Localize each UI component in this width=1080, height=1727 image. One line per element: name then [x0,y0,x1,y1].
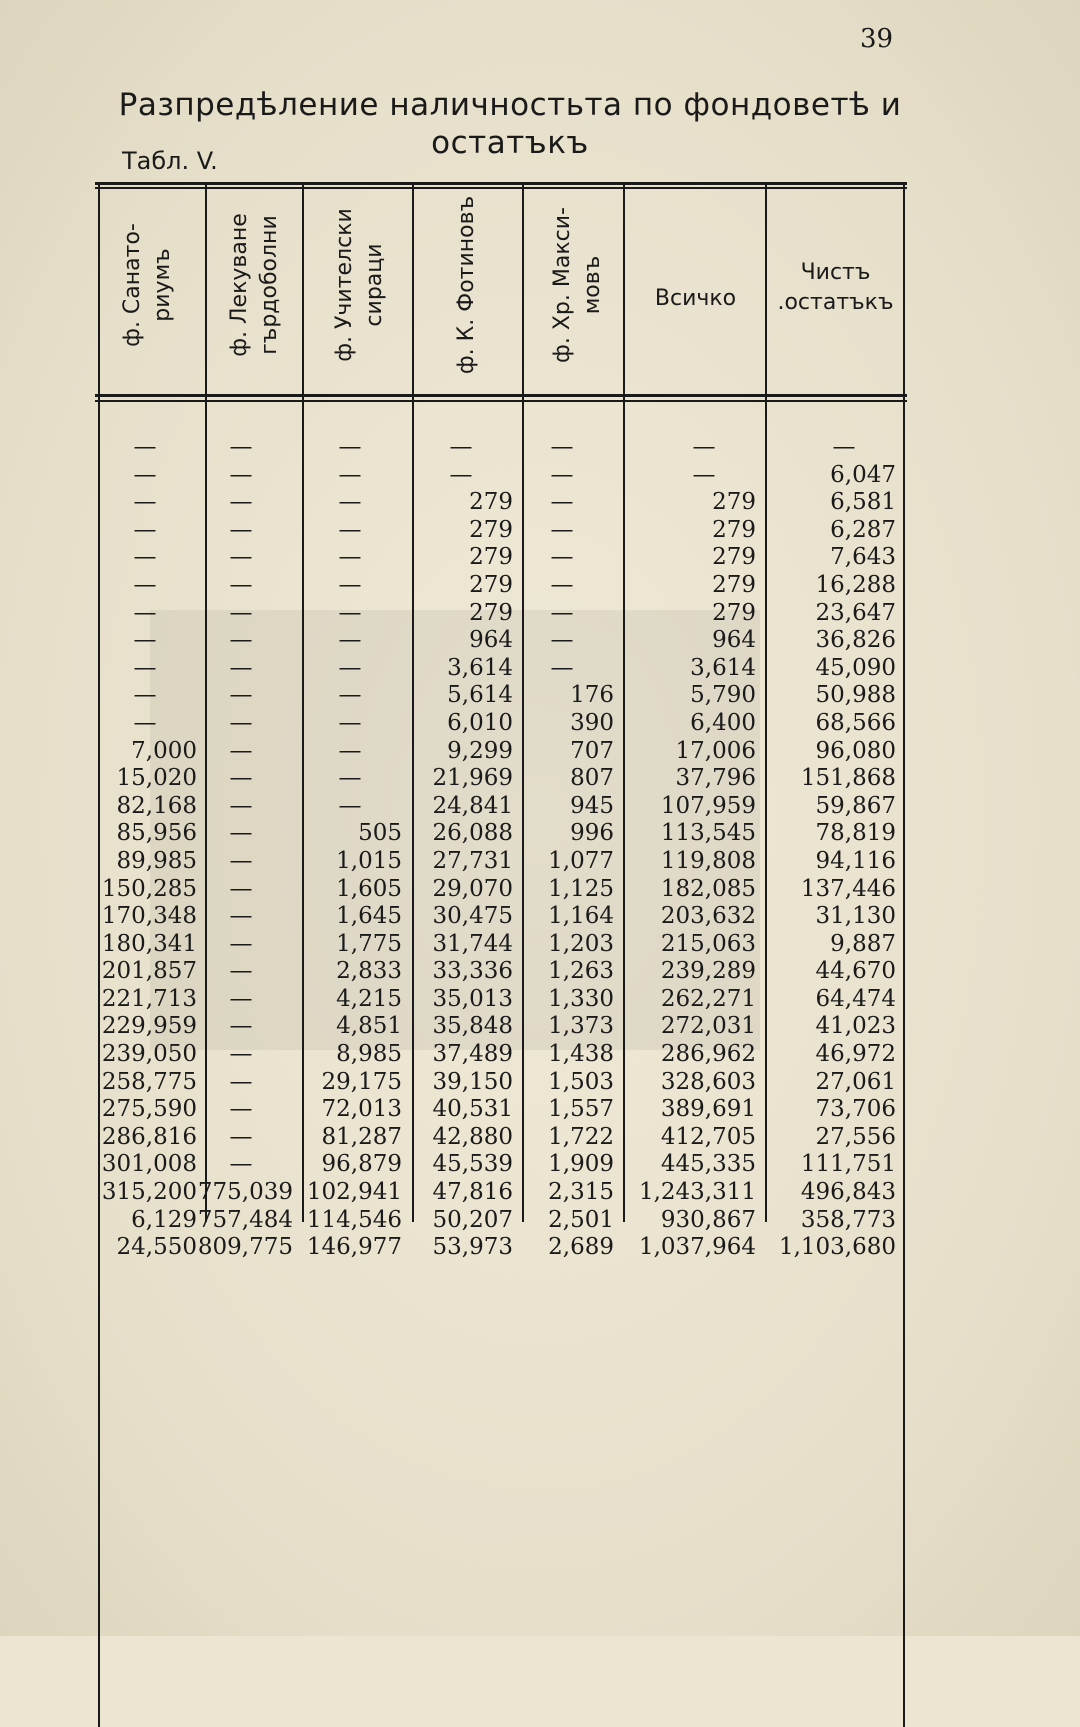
table-cell: 301,008 [101,1151,197,1178]
table-cell: — [229,820,253,847]
table-cell: — [133,434,157,460]
table-cell: 2,315 [548,1179,614,1206]
table-cell: 807 [570,765,614,792]
table-cell: 47,816 [432,1179,513,1206]
table-cell: 68,566 [815,709,896,736]
table-cell: — [338,544,362,571]
table-cell: 1,125 [548,875,614,902]
header-treatment [225,180,285,390]
table-cell: — [229,1151,253,1178]
table-cell: 930,867 [660,1206,756,1233]
table-cell: 1,722 [548,1123,614,1150]
table-cell: 37,489 [432,1041,513,1068]
table-row [0,462,1080,490]
table-cell: — [338,792,362,819]
table-cell: 182,085 [660,875,756,902]
table-cell: 30,475 [432,903,513,930]
table-cell: — [550,516,574,543]
table-cell: 17,006 [675,737,756,764]
table-cell: — [338,682,362,709]
table-cell: 275,590 [101,1096,197,1123]
table-cell: 279 [712,489,756,516]
table-top-rule-2 [95,187,907,189]
table-cell: 1,557 [548,1096,614,1123]
table-cell: — [229,903,253,930]
table-cell: 107,959 [660,792,756,819]
table-cell: 37,796 [675,765,756,792]
table-cell: 1,077 [548,847,614,874]
table-row [0,544,1080,572]
table-cell: — [692,434,716,460]
table-cell: 1,503 [548,1068,614,1095]
table-cell: — [229,1096,253,1123]
table-cell: 81,287 [321,1123,402,1150]
table-row [0,765,1080,793]
table-cell: 7,643 [830,544,896,571]
table-cell: 2,501 [548,1206,614,1233]
table-cell: — [133,682,157,709]
table-row [0,682,1080,710]
table-cell: 279 [469,571,513,598]
table-cell: — [229,627,253,654]
table-cell: 229,959 [101,1013,197,1040]
table-cell: 137,446 [800,875,896,902]
table-cell: 1,605 [336,875,402,902]
table-cell: 35,013 [432,985,513,1012]
table-cell: — [550,544,574,571]
table-cell: — [338,434,362,460]
table-cell: 221,713 [101,985,197,1012]
table-cell: 505 [358,820,402,847]
table-cell: — [229,489,253,516]
table-cell: 82,168 [116,792,197,819]
table-row [0,600,1080,628]
table-cell: 757,484 [197,1206,293,1233]
table-cell: 389,691 [660,1096,756,1123]
table-cell: — [338,599,362,626]
table-cell: — [229,792,253,819]
table-cell: 5,614 [447,682,513,709]
header-fotinov [452,180,482,390]
table-cell: 119,808 [660,847,756,874]
table-cell: 2,689 [548,1234,614,1261]
table-cell: 27,061 [815,1068,896,1095]
table-cell: 96,879 [321,1151,402,1178]
table-cell: 24,841 [432,792,513,819]
table-cell: — [338,627,362,654]
table-cell: 96,080 [815,737,896,764]
table-cell: 15,020 [116,765,197,792]
table-row [0,1151,1080,1179]
table-row [0,1179,1080,1207]
table-cell: — [338,654,362,681]
title-line-1: Разпредѣление наличностьта по фондоветѣ и [118,87,902,123]
table-cell: — [229,571,253,598]
table-cell: 41,023 [815,1013,896,1040]
table-cell: 16,288 [815,571,896,598]
table-cell: 4,851 [336,1013,402,1040]
table-cell: 286,962 [660,1041,756,1068]
table-cell: 1,645 [336,903,402,930]
table-cell: — [832,434,856,460]
table-cell: — [338,765,362,792]
table-cell: 170,348 [101,903,197,930]
header-net-remainder: Чистъ .остатъкъ [777,260,894,315]
table-cell: 328,603 [660,1068,756,1095]
table-cell: 1,164 [548,903,614,930]
table-cell: 809,775 [197,1234,293,1261]
table-row [0,1069,1080,1097]
table-cell: 53,973 [432,1234,513,1261]
table-cell: — [550,599,574,626]
table-row [0,1124,1080,1152]
table-cell: — [449,434,473,460]
table-cell: — [229,847,253,874]
table-cell: — [133,516,157,543]
table-cell: 945 [570,792,614,819]
table-cell: 7,000 [131,737,197,764]
table-cell: — [338,571,362,598]
table-cell: 272,031 [660,1013,756,1040]
table-cell: 279 [712,544,756,571]
table-cell: — [550,489,574,516]
title-line-2: остатъкъ [431,125,589,161]
table-cell: 94,116 [815,847,896,874]
table-cell: 1,330 [548,985,614,1012]
table-row [0,1013,1080,1041]
table-cell: 775,039 [197,1179,293,1206]
table-row [0,434,1080,462]
table-cell: — [133,709,157,736]
table-cell: 39,150 [432,1068,513,1095]
header-total [628,284,763,314]
table-row [0,627,1080,655]
table-cell: — [229,434,253,460]
table-cell: 23,647 [815,599,896,626]
table-cell: 21,969 [432,765,513,792]
table-cell: 6,287 [830,516,896,543]
table-row [0,710,1080,738]
table-cell: — [229,765,253,792]
table-row [0,1096,1080,1124]
table-row [0,1041,1080,1069]
table-cell: 6,400 [690,709,756,736]
table-cell: 27,556 [815,1123,896,1150]
table-row [0,738,1080,766]
table-cell: 707 [570,737,614,764]
table-cell: — [229,1123,253,1150]
table-cell: 1,243,311 [638,1179,756,1206]
table-cell: 2,833 [336,958,402,985]
table-cell: 1,037,964 [638,1234,756,1261]
table-cell: — [449,461,473,488]
table-cell: 64,474 [815,985,896,1012]
table-row [0,958,1080,986]
table-cell: 151,868 [800,765,896,792]
table-cell: 45,539 [432,1151,513,1178]
table-cell: 203,632 [660,903,756,930]
header-text: ф. Учителски сираци [332,208,387,362]
header-text: ф. Санато- риумъ [120,223,175,347]
table-cell: 1,103,680 [778,1234,896,1261]
table-cell: 29,175 [321,1068,402,1095]
table-cell: 279 [469,516,513,543]
table-cell: 85,956 [116,820,197,847]
table-cell: — [229,737,253,764]
table-row [0,848,1080,876]
table-cell: — [338,516,362,543]
table-cell: 31,744 [432,930,513,957]
table-cell: 8,985 [336,1041,402,1068]
table-cell: — [229,958,253,985]
table-cell: — [229,544,253,571]
table-cell: 26,088 [432,820,513,847]
table-row [0,1234,1080,1262]
table-cell: 279 [469,489,513,516]
table-cell: — [229,1013,253,1040]
table-cell: — [550,654,574,681]
table-cell: 201,857 [101,958,197,985]
table-row [0,986,1080,1014]
table-cell: 36,826 [815,627,896,654]
table-cell: 180,341 [101,930,197,957]
table-cell: 78,819 [815,820,896,847]
table-cell: 113,545 [660,820,756,847]
table-cell: 279 [712,571,756,598]
table-cell: 1,438 [548,1041,614,1068]
table-cell: 6,581 [830,489,896,516]
table-cell: — [338,709,362,736]
table-cell: — [133,627,157,654]
table-cell: 496,843 [800,1179,896,1206]
table-row [0,876,1080,904]
table-cell: 279 [712,516,756,543]
table-cell: — [229,875,253,902]
table-cell: 9,299 [447,737,513,764]
table-title [110,86,910,162]
table-cell: 5,790 [690,682,756,709]
table-cell: 73,706 [815,1096,896,1123]
table-top-rule [95,182,907,185]
table-cell: 239,289 [660,958,756,985]
table-row [0,517,1080,545]
table-cell: 286,816 [101,1123,197,1150]
table-cell: 102,941 [306,1179,402,1206]
table-cell: 996 [570,820,614,847]
table-label: Табл. V. [122,147,218,175]
table-cell: — [229,985,253,1012]
header-text: ф. Лекуване гърдоболни [227,213,282,357]
table-body [0,434,1080,1262]
table-cell: 29,070 [432,875,513,902]
table-cell: 390 [570,709,614,736]
table-cell: 6,010 [447,709,513,736]
table-cell: — [133,544,157,571]
table-row [0,572,1080,600]
table-cell: — [229,1068,253,1095]
table-cell: 6,129 [131,1206,197,1233]
header-text: Всичко [654,286,737,311]
table-row [0,903,1080,931]
table-cell: — [550,434,574,460]
table-cell: 114,546 [306,1206,402,1233]
table-cell: 27,731 [432,847,513,874]
header-maksimov [548,180,608,390]
table-cell: 89,985 [116,847,197,874]
table-cell: 3,614 [690,654,756,681]
table-cell: 1,203 [548,930,614,957]
table-cell: 40,531 [432,1096,513,1123]
header-bottom-rule [95,394,907,397]
table-cell: 4,215 [336,985,402,1012]
table-cell: — [229,682,253,709]
table-cell: 176 [570,682,614,709]
table-cell: 31,130 [815,903,896,930]
table-cell: 9,887 [830,930,896,957]
table-cell: — [133,599,157,626]
table-cell: 6,047 [830,461,896,488]
table-cell: 412,705 [660,1123,756,1150]
table-cell: 1,263 [548,958,614,985]
table-cell: — [229,709,253,736]
table-cell: 50,988 [815,682,896,709]
table-cell: 239,050 [101,1041,197,1068]
table-cell: — [338,461,362,488]
table-cell: — [133,654,157,681]
header-bottom-rule-2 [95,400,907,402]
page-number: 39 [860,24,894,54]
header-text: ф. К. Фотиновъ [454,195,479,375]
table-cell: — [550,571,574,598]
table-cell: 150,285 [101,875,197,902]
table-cell: 279 [712,599,756,626]
table-cell: — [550,461,574,488]
table-cell: 279 [469,599,513,626]
table-cell: 279 [469,544,513,571]
header-text: ф. Хр. Макси- мовъ [550,207,605,363]
table-cell: — [133,461,157,488]
table-cell: — [229,461,253,488]
table-cell: 445,335 [660,1151,756,1178]
table-cell: 1,373 [548,1013,614,1040]
table-cell: 215,063 [660,930,756,957]
table-cell: 1,909 [548,1151,614,1178]
table-cell: 3,614 [447,654,513,681]
table-cell: — [692,461,716,488]
table-cell: 1,015 [336,847,402,874]
table-row [0,820,1080,848]
table-cell: — [229,930,253,957]
table-cell: — [133,489,157,516]
table-cell: 258,775 [101,1068,197,1095]
header-sanatorium [118,180,178,390]
table-cell: 315,200 [101,1179,197,1206]
table-cell: 111,751 [800,1151,896,1178]
table-row [0,1207,1080,1235]
table-cell: 358,773 [800,1206,896,1233]
table-cell: 35,848 [432,1013,513,1040]
table-cell: 33,336 [432,958,513,985]
table-cell: — [229,1041,253,1068]
table-cell: — [133,571,157,598]
table-cell: 50,207 [432,1206,513,1233]
table-cell: 1,775 [336,930,402,957]
table-row [0,793,1080,821]
table-cell: — [338,489,362,516]
table-cell: — [550,627,574,654]
table-cell: — [338,737,362,764]
table-row [0,931,1080,959]
table-cell: 964 [712,627,756,654]
table-row [0,489,1080,517]
table-cell: — [229,516,253,543]
table-cell: 59,867 [815,792,896,819]
table-cell: 262,271 [660,985,756,1012]
table-cell: 24,550 [116,1234,197,1261]
table-cell: — [229,654,253,681]
table-cell: 44,670 [815,958,896,985]
table-cell: 964 [469,627,513,654]
table-cell: — [229,599,253,626]
table-cell: 146,977 [306,1234,402,1261]
header-orphans [330,180,390,390]
table-cell: 72,013 [321,1096,402,1123]
table-row [0,655,1080,683]
table-cell: 46,972 [815,1041,896,1068]
table-cell: 42,880 [432,1123,513,1150]
table-cell: 45,090 [815,654,896,681]
